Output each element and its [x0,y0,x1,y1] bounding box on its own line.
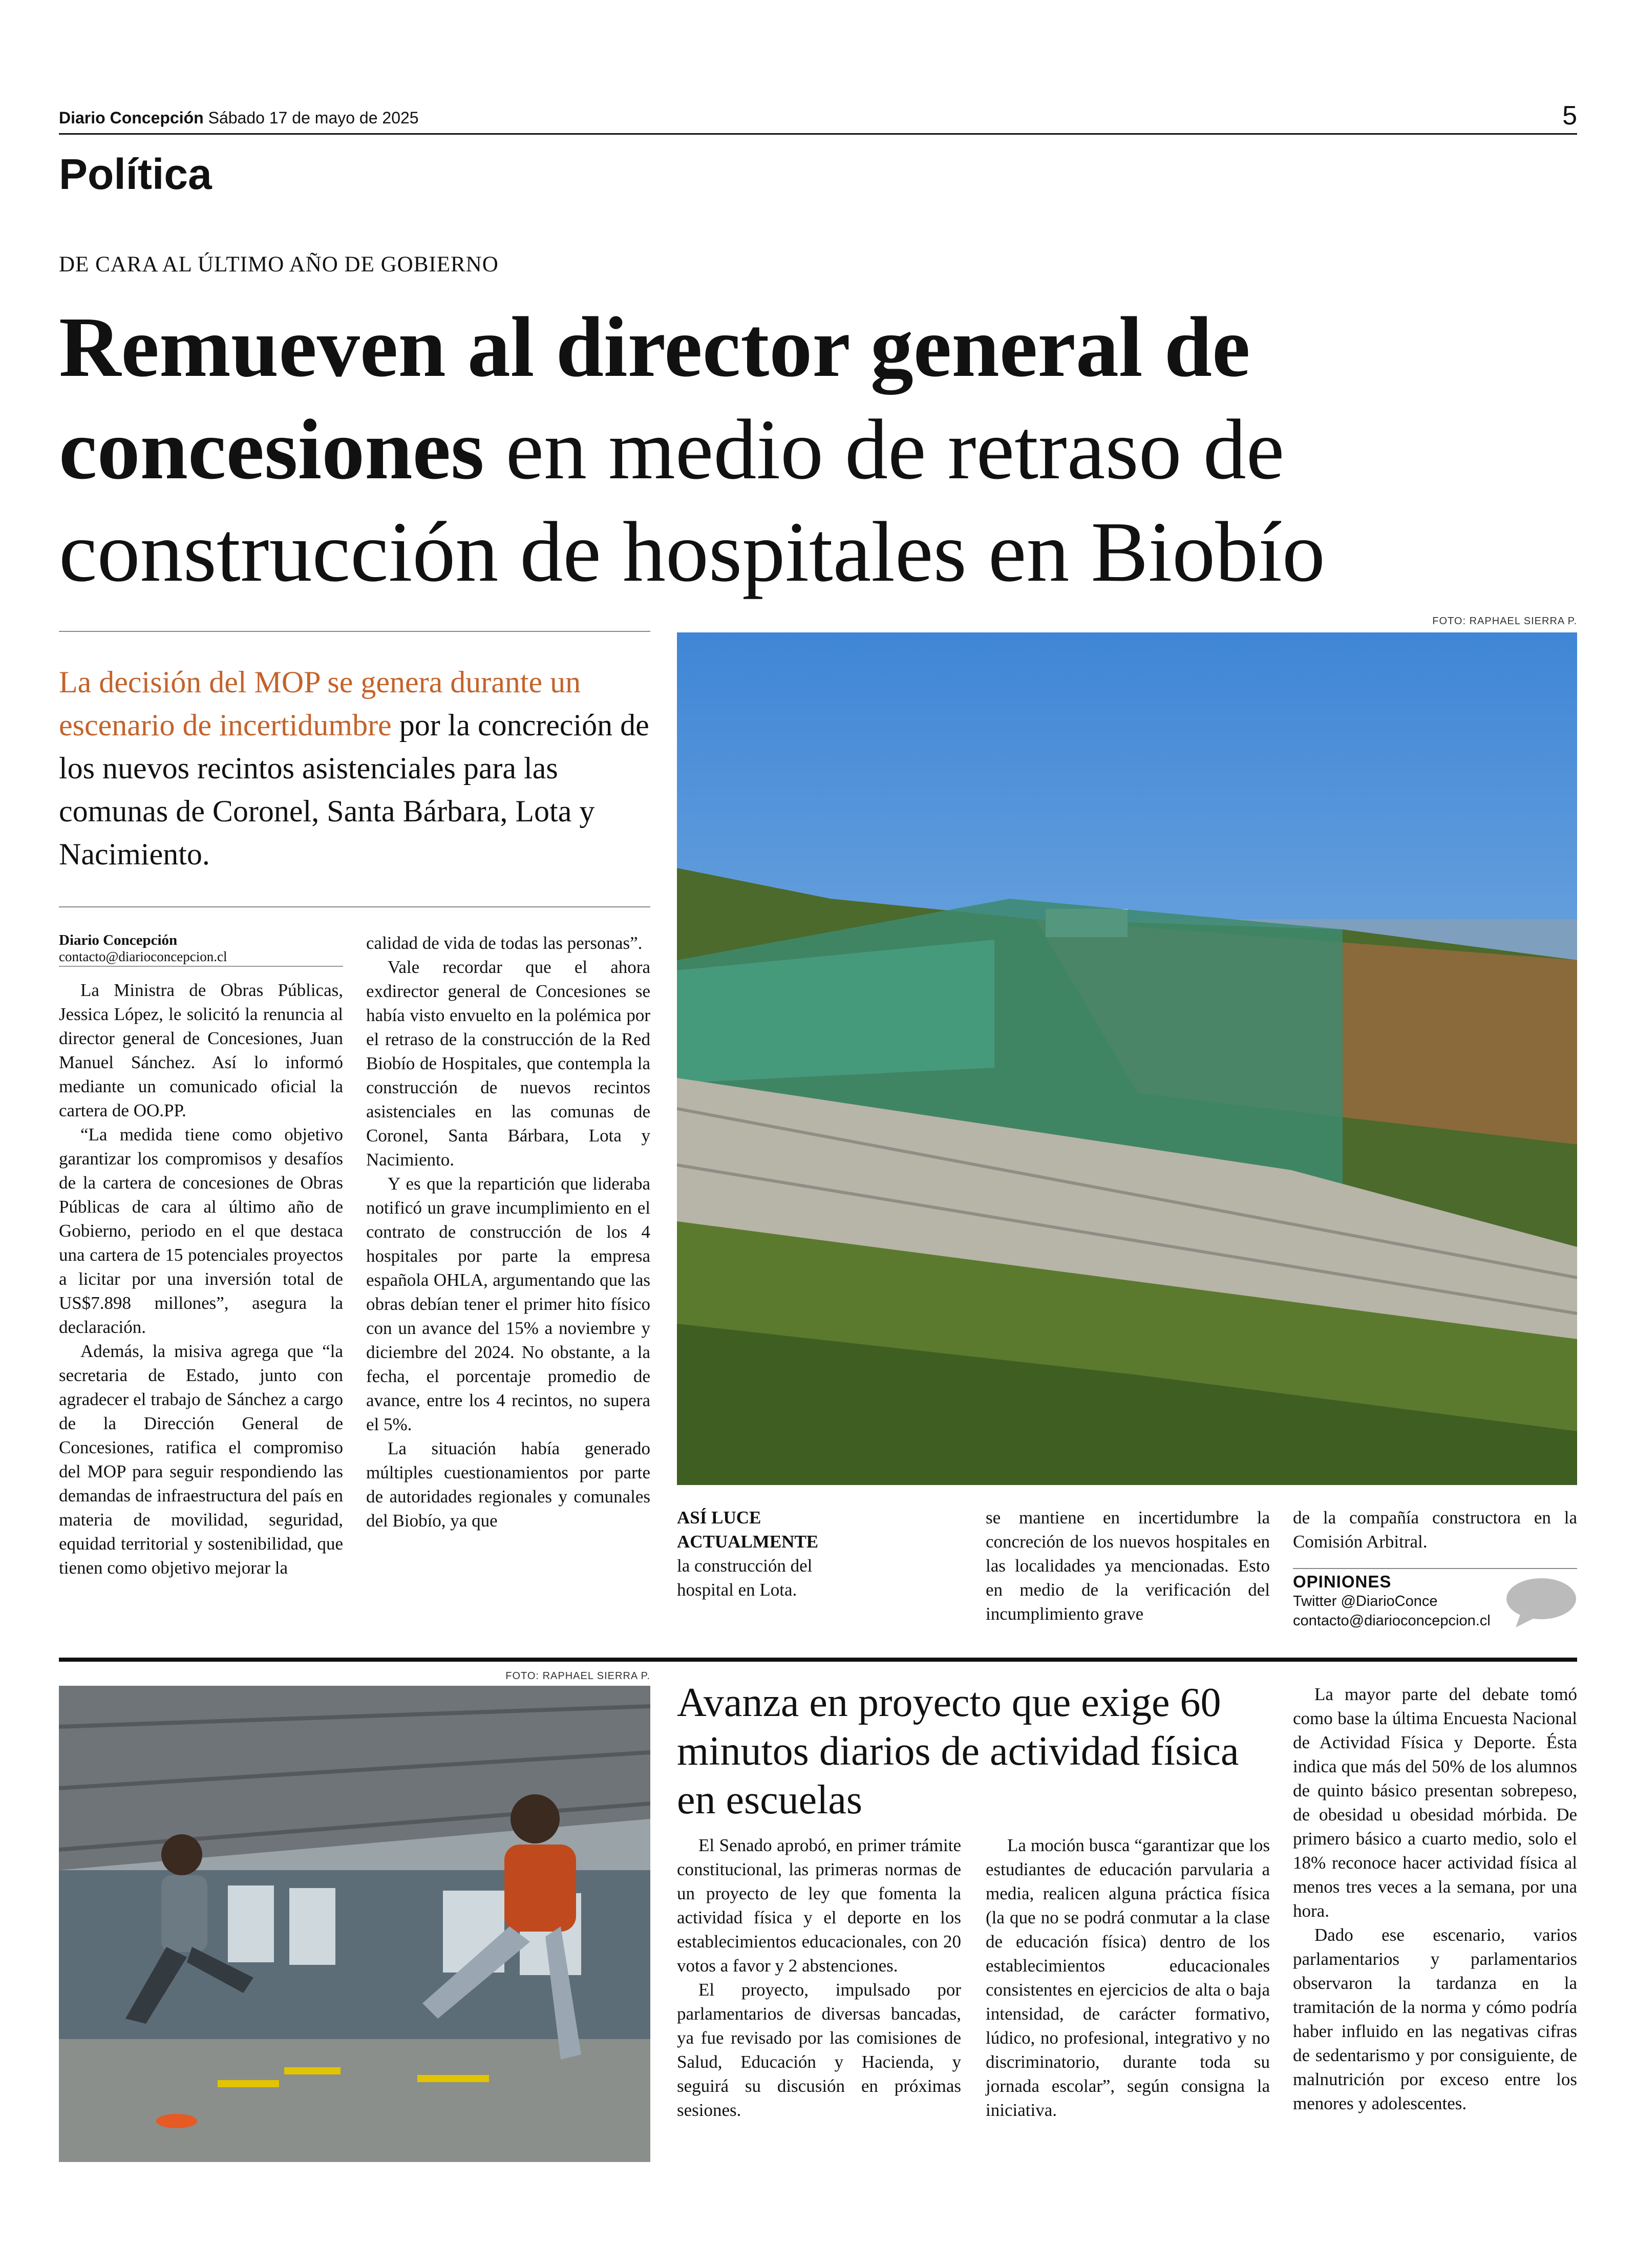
paragraph: Además, la misiva agrega que “la secretaria de Estado, junto con agradecer el trabajo de Sánchez a cargo de la Dirección General de Concesiones, ratifica el compromiso del MOP para seguir respondiendo las demandas de infraestructura del país en materia de movilidad, seguridad, equidad territorial y sostenibilidad, que tienen como objetivo mejorar la [59,1341,343,1578]
photo-credit-2: FOTO: RAPHAEL SIERRA P. [505,1670,650,1682]
header-rule [59,133,1577,135]
caption-text: la construcción del hospital en Lota. [677,1556,813,1600]
photo-caption [677,1506,846,1602]
hospital-site-illustration [677,632,1577,1485]
lead-bottom-rule [59,906,650,907]
speech-bubble-icon [1505,1577,1577,1628]
byline-email[interactable]: contacto@diarioconcepcion.cl [59,949,343,967]
opinions-email[interactable]: contacto@diarioconcepcion.cl [1293,1613,1491,1629]
opinions-rule [1293,1568,1577,1569]
hospital-construction-photo [677,632,1577,1485]
header-dateline [59,109,419,128]
second-col-2 [986,1833,1270,2122]
headline [59,296,1575,603]
paragraph: El Senado aprobó, en primer trámite constitucional, las primeras normas de un proyecto de ley que fomenta la actividad física y el deporte en los establecimientos educacionales, con 20 votos a favor y 2 abstenciones. [677,1835,961,1976]
paragraph: Dado ese escenario, varios parlamentarios y parlamentarios observaron la tardanza en la tramitación de la norma y cómo podría haber influido en las negativas cifras de sedentarismo y por consiguiente, de malnutrición por exceso entre los menores y adolescentes. [1293,1925,1577,2113]
paragraph: La moción busca “garantizar que los estudiantes de educación parvularia a media, realicen alguna práctica física (la que no se podrá conmutar a la clase de educación física) dentro de los establecimientos educacionales consistentes en ejercicios de alta o baja intensidad, de carácter formativo, lúdico, no profesional, integrativo y no discriminatorio, durante toda su jornada escolar”, según consigna la iniciativa. [986,1835,1270,2120]
section-divider [59,1658,1577,1662]
lead [59,661,653,876]
paragraph: Vale recordar que el ahora exdirector general de Concesiones se había visto envuelto en la polémica por el retraso de la construcción de la Red Biobío de Hospitales, que contempla la construcción de nuevos recintos asistenciales en las comunas de Coronel, Santa Bárbara, Lota y Nacimiento. [366,957,650,1170]
brand-name: Diario Concepción [59,109,204,127]
headline-bold: Remueven al director general de concesiones [59,300,1250,497]
paragraph: calidad de vida de todas las personas”. [366,933,643,953]
school-gym-illustration [59,1686,650,2162]
lead-rest: por la concreción de los nuevos recintos asistenciales para las comunas de Coronel, Santa Bárbara, Lota y Nacimiento. [59,708,649,871]
paragraph: La mayor parte del debate tomó como base la última Encuesta Nacional de Actividad Física y Deporte. Ésta indica que más del 50% de los alumnos de quinto básico presentan sobrepeso, de obesidad u obesidad mórbida. De primero básico a cuarto medio, solo el 18% reconoce hacer actividad física al menos tres veces a la semana, por una hora. [1293,1684,1577,1921]
main-col-2 [366,931,650,1533]
children-exercise-photo [59,1686,650,2162]
lead-highlight: La decisión del MOP se genera durante un escenario de incertidumbre [59,665,581,742]
issue-date: Sábado 17 de mayo de 2025 [208,109,419,127]
paragraph: se mantiene en incertidumbre la concreción de los nuevos hospitales en las localidades ya mencionadas. Esto en medio de la verificación del incumplimiento grave [986,1508,1270,1624]
headline-regular: en medio de retraso de construcción de hospitales en Biobío [59,402,1325,600]
byline [59,932,343,967]
paragraph: Y es que la repartición que lideraba notificó un grave incumplimiento en el contrato de construcción de los 4 hospitales por parte la empresa española OHLA, argumentando que las obras debían tener el primer hito físico con un avance del 15% a noviembre y diciembre del 2024. No obstante, a la fecha, el porcentaje promedio de avance, entre los 4 recintos, no supera el 5%. [366,1174,650,1434]
paragraph: El proyecto, impulsado por parlamentarios de diversas bancadas, ya fue revisado por las comisiones de Salud, Educación y Hacienda, y seguirá su discusión en próximas sesiones. [677,1980,961,2120]
section-title: Política [59,150,212,198]
caption-bold: ASÍ LUCE ACTUALMENTE [677,1508,819,1552]
opinions-twitter[interactable]: Twitter @DiarioConce [1293,1593,1438,1609]
lead-top-rule [59,631,650,632]
paragraph: de la compañía constructora en la Comisión Arbitral. [1293,1508,1577,1552]
second-col-1 [677,1833,961,2122]
photo-credit: FOTO: RAPHAEL SIERRA P. [1432,616,1577,627]
second-headline: Avanza en proyecto que exige 60 minutos diarios de actividad física en escuelas [677,1680,1239,1822]
kicker: DE CARA AL ÚLTIMO AÑO DE GOBIERNO [59,252,499,277]
byline-name: Diario Concepción [59,932,178,948]
second-col-3 [1293,1682,1577,2115]
paragraph: La situación había generado múltiples cuestionamientos por parte de autoridades regionales y comunales del Biobío, ya que [366,1438,650,1531]
page-number: 5 [1562,101,1577,131]
paragraph: “La medida tiene como objetivo garantizar los compromisos y desafíos de la cartera de concesiones de Obras Públicas de cara al último año de Gobierno, periodo en el que destaca una cartera de 15 potenciales proyectos a licitar por una inversión total de US$7.898 millones”, asegura la declaración. [59,1125,343,1337]
main-col-3 [986,1506,1270,1626]
main-col-4 [1293,1506,1577,1554]
paragraph: La Ministra de Obras Públicas, Jessica López, le solicitó la renuncia al director general de Concesiones, Juan Manuel Sánchez. Así lo informó mediante un comunicado oficial la cartera de OO.PP. [59,980,343,1120]
opinions-title: OPINIONES [1293,1572,1392,1591]
main-col-1 [59,978,343,1580]
